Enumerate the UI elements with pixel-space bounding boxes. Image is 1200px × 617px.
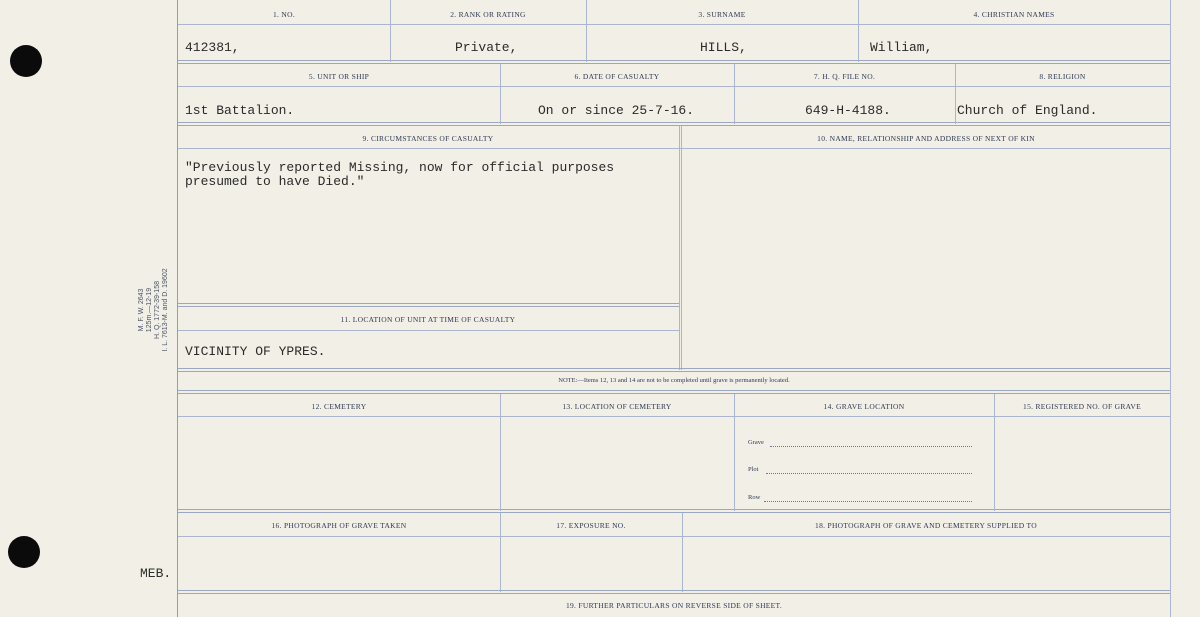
value-no: 412381, — [185, 40, 240, 55]
label-no: 1. NO. — [272, 10, 295, 19]
label-grave-location: 14. GRAVE LOCATION — [823, 402, 905, 411]
label-location-unit: 11. LOCATION OF UNIT AT TIME OF CASUALTY — [340, 315, 516, 324]
label-photo-taken: 16. PHOTOGRAPH OF GRAVE TAKEN — [271, 521, 407, 530]
label-christian-names: 4. CHRISTIAN NAMES — [973, 10, 1055, 19]
label-cemetery: 12. CEMETERY — [311, 402, 367, 411]
label-rank: 2. RANK OR RATING — [450, 10, 526, 19]
row-field-label: Row — [748, 494, 761, 501]
value-christian-names: William, — [870, 40, 933, 55]
label-surname: 3. SURNAME — [698, 10, 746, 19]
form-right-border — [1170, 0, 1171, 617]
value-hq-file: 649-H-4188. — [805, 103, 891, 118]
value-rank: Private, — [455, 40, 518, 55]
value-location-unit: VICINITY OF YPRES. — [185, 344, 326, 359]
label-further-particulars: 19. FURTHER PARTICULARS ON REVERSE SIDE OF SHEET. — [565, 601, 783, 610]
label-religion: 8. RELIGION — [1039, 72, 1086, 81]
grave-field-label: Grave — [748, 439, 764, 446]
row1-bottom-rule — [178, 60, 1170, 64]
value-date: On or since 25-7-16. — [538, 103, 695, 118]
value-surname: HILLS, — [700, 40, 747, 55]
label-exposure-no: 17. EXPOSURE NO. — [556, 521, 626, 530]
row2-bottom-rule — [178, 122, 1170, 126]
row1-label-rule — [178, 24, 1170, 25]
label-cemetery-location: 13. LOCATION OF CEMETERY — [562, 402, 672, 411]
label-photo-supplied: 18. PHOTOGRAPH OF GRAVE AND CEMETERY SUPPLIED TO — [815, 521, 1037, 530]
label-circumstances: 9. CIRCUMSTANCES OF CASUALTY — [362, 134, 494, 143]
punch-hole-top — [10, 45, 42, 77]
label-hq-file: 7. H. Q. FILE NO. — [813, 72, 876, 81]
value-unit: 1st Battalion. — [185, 103, 295, 118]
value-circumstances-line2: presumed to have Died." — [185, 174, 365, 189]
plot-field-label: Plot — [748, 466, 759, 473]
punch-hole-bottom — [8, 536, 40, 568]
clerk-initials: MEB. — [140, 566, 172, 581]
label-next-of-kin: 10. NAME, RELATIONSHIP AND ADDRESS OF NEXT OF KIN — [817, 134, 1035, 143]
label-unit: 5. UNIT OR SHIP — [308, 72, 370, 81]
label-registered-no: 15. REGISTERED NO. OF GRAVE — [1023, 402, 1141, 411]
label-date: 6. DATE OF CASUALTY — [574, 72, 660, 81]
value-circumstances-line1: "Previously reported Missing, now for official purposes — [185, 160, 615, 175]
form-print-reference: M. F. W. 2643 125m.—12-19 H. Q. 1772-39-158 I. L. 7613-M. and D. 19602 — [138, 268, 169, 352]
form-note: NOTE:—Items 12, 13 and 14 are not to be completed until grave is permanently located. — [558, 377, 790, 384]
value-religion: Church of England. — [957, 103, 1098, 118]
